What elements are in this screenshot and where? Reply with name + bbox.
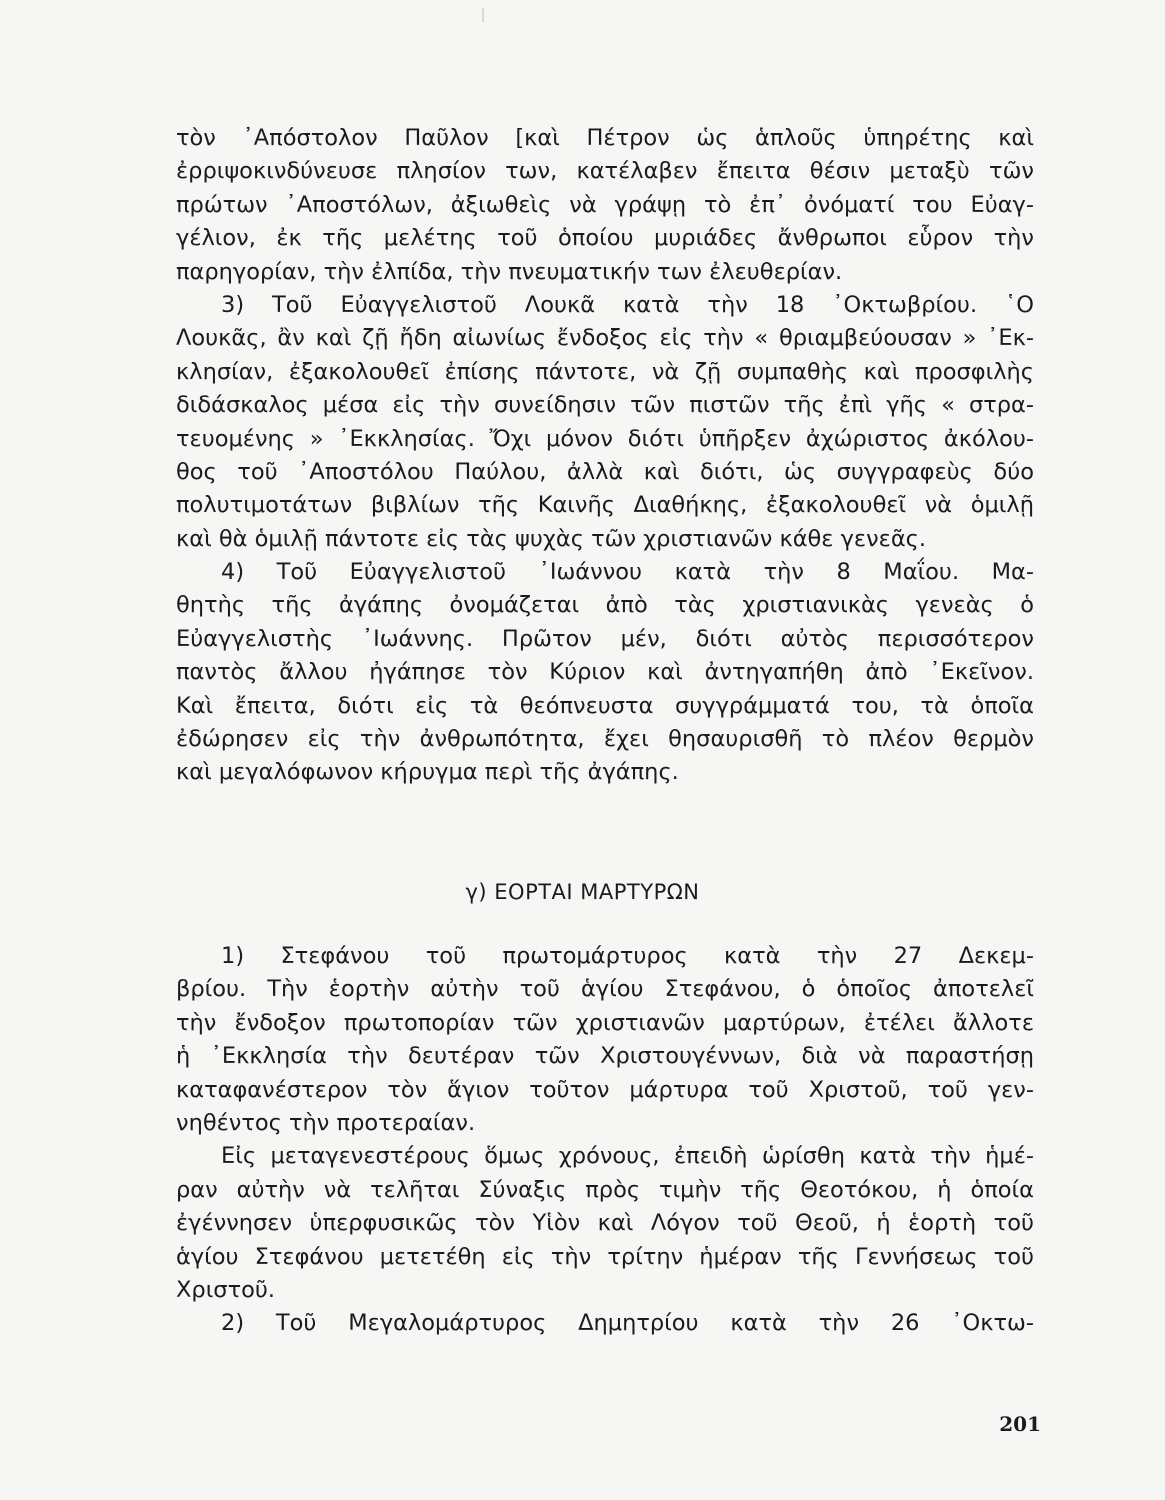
text-line: ἡ ᾿Εκκλησία τὴν δευτέραν τῶν Χριστουγέννων, διὰ νὰ παραστήσῃ: [176, 1043, 1034, 1070]
text-line: βρίου. Τὴν ἑορτὴν αὐτὴν τοῦ ἁγίου Στεφάνου, ὁ ὁποῖος ἀποτελεῖ: [176, 976, 1034, 1003]
text-line: θητὴς τῆς ἀγάπης ὀνομάζεται ἀπὸ τὰς χριστιανικὰς γενεὰς ὁ: [176, 592, 1034, 619]
page-number: 201: [999, 1412, 1041, 1436]
text-line: ἐδώρησεν εἰς τὴν ἀνθρωπότητα, ἔχει θησαυρισθῆ τὸ πλέον θερμὸν: [176, 726, 1034, 753]
text-line: πολυτιμοτάτων βιβλίων τῆς Καινῆς Διαθήκης, ἐξακολουθεῖ νὰ ὁμιλῇ: [176, 492, 1034, 519]
text-line: διδάσκαλος μέσα εἰς τὴν συνείδησιν τῶν πιστῶν τῆς ἐπὶ γῆς « στρα-: [176, 392, 1034, 419]
text-line: κλησίαν, ἐξακολουθεῖ ἐπίσης πάντοτε, νὰ ζῇ συμπαθὴς καὶ προσφιλὴς: [176, 358, 1034, 385]
text-line: Λουκᾶς, ἂν καὶ ζῇ ἤδη αἰωνίως ἔνδοξος εἰς τὴν « θριαμβεύουσαν » ᾿Εκ-: [176, 325, 1034, 352]
text-line: νηθέντος τὴν προτεραίαν.: [176, 1109, 476, 1136]
text-line: καταφανέστερον τὸν ἅγιον τοῦτον μάρτυρα τοῦ Χριστοῦ, τοῦ γεν-: [176, 1076, 1034, 1103]
text-line: τὴν ἔνδοξον πρωτοπορίαν τῶν χριστιανῶν μαρτύρων, ἐτέλει ἄλλοτε: [176, 1009, 1034, 1036]
text-line: θος τοῦ ᾿Αποστόλου Παύλου, ἀλλὰ καὶ διότι, ὡς συγγραφεὺς δύο: [176, 458, 1034, 485]
section-martyrs: [176, 940, 1034, 1341]
text-line: τὸν ᾿Απόστολον Παῦλον [καὶ Πέτρον ὡς ἁπλοῦς ὑπηρέτης καὶ: [176, 125, 1034, 151]
text-line: καὶ θὰ ὁμιλῇ πάντοτε εἰς τὰς ψυχὰς τῶν χριστιανῶν κάθε γενεᾶς.: [176, 525, 927, 552]
text-line: 1) Στεφάνου τοῦ πρωτομάρτυρος κατὰ τὴν 27 Δεκεμ-: [221, 943, 1034, 969]
text-line: Εὐαγγελιστὴς ᾿Ιωάννης. Πρῶτον μέν, διότι αὐτὸς περισσότερον: [176, 625, 1034, 652]
text-line: Χριστοῦ.: [176, 1276, 276, 1303]
text-line: παρηγορίαν, τὴν ἐλπίδα, τὴν πνευματικήν των ἐλευθερίαν.: [176, 258, 843, 285]
text-line: 4) Τοῦ Εὐαγγελιστοῦ ᾿Ιωάννου κατὰ τὴν 8 Μαΐου. Μα-: [221, 559, 1034, 586]
text-line: ἐρριψοκινδύνευσε πλησίον των, κατέλαβεν ἔπειτα θέσιν μεταξὺ τῶν: [176, 158, 1034, 185]
text-line: Εἰς μεταγενεστέρους ὅμως χρόνους, ἐπειδὴ ὡρίσθη κατὰ τὴν ἡμέ-: [221, 1143, 1034, 1170]
text-line: 3) Τοῦ Εὐαγγελιστοῦ Λουκᾶ κατὰ τὴν 18 ᾿Οκτωβρίου. ῾Ο: [221, 291, 1034, 318]
text-line: παντὸς ἄλλου ἠγάπησε τὸν Κύριον καὶ ἀντηγαπήθη ἀπὸ ᾿Εκεῖνον.: [176, 659, 1034, 686]
scan-mark: [482, 8, 484, 22]
section-evangelists: [176, 122, 1034, 790]
text-line: τευομένης » ᾿Εκκλησίας. Ὄχι μόνον διότι ὑπῆρξεν ἀχώριστος ἀκόλου-: [176, 425, 1034, 452]
text-line: γέλιον, ἐκ τῆς μελέτης τοῦ ὁποίου μυριάδες ἄνθρωποι εὗρον τὴν: [176, 225, 1034, 252]
text-line: ραν αὐτὴν νὰ τελῆται Σύναξις πρὸς τιμὴν τῆς Θεοτόκου, ἡ ὁποία: [176, 1176, 1034, 1203]
text-line: καὶ μεγαλόφωνον κήρυγμα περὶ τῆς ἀγάπης.: [176, 759, 679, 786]
text-line: ἐγέννησεν ὑπερφυσικῶς τὸν Υἱὸν καὶ Λόγον τοῦ Θεοῦ, ἡ ἑορτὴ τοῦ: [176, 1210, 1034, 1237]
text-line: Καὶ ἔπειτα, διότι εἰς τὰ θεόπνευστα συγγράμματά του, τὰ ὁποῖα: [176, 692, 1034, 719]
text-line: πρώτων ᾿Αποστόλων, ἀξιωθεὶς νὰ γράψῃ τὸ ἐπ᾿ ὀνόματί του Εὐαγ-: [176, 191, 1034, 218]
text-line: ἁγίου Στεφάνου μετετέθη εἰς τὴν τρίτην ἡμέραν τῆς Γεννήσεως τοῦ: [176, 1243, 1034, 1270]
text-line: 2) Τοῦ Μεγαλομάρτυρος Δημητρίου κατὰ τὴν 26 ᾿Οκτω-: [221, 1310, 1034, 1337]
section-heading: γ) ΕΟΡΤΑΙ ΜΑΡΤΥΡΩΝ: [465, 880, 700, 904]
